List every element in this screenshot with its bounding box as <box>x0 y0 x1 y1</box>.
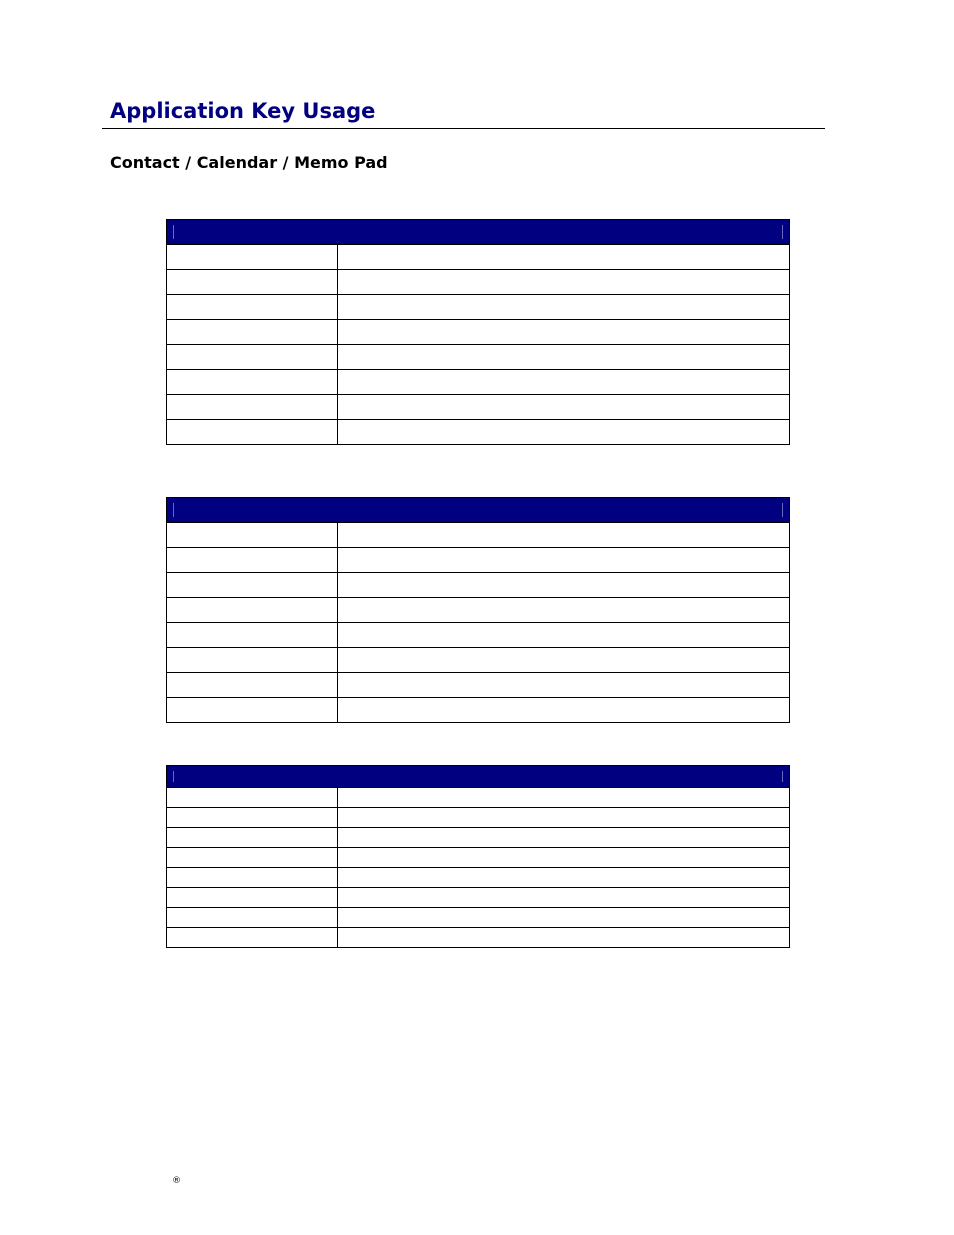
table-row <box>167 573 790 598</box>
function-cell <box>338 598 790 623</box>
header-edge-right <box>782 225 783 239</box>
function-cell <box>338 648 790 673</box>
table-row <box>167 848 790 868</box>
function-cell <box>338 908 790 928</box>
function-cell <box>338 808 790 828</box>
table-row <box>167 270 790 295</box>
function-cell <box>338 295 790 320</box>
key-cell <box>167 295 338 320</box>
function-cell <box>338 928 790 948</box>
key-table-2 <box>166 497 790 723</box>
key-table-3 <box>166 765 790 948</box>
function-cell <box>338 548 790 573</box>
key-cell <box>167 808 338 828</box>
table-row <box>167 928 790 948</box>
function-cell <box>338 788 790 808</box>
table-row <box>167 345 790 370</box>
key-cell <box>167 370 338 395</box>
function-cell <box>338 345 790 370</box>
table-row <box>167 648 790 673</box>
key-cell <box>167 523 338 548</box>
table-header-cell <box>167 220 790 245</box>
function-cell <box>338 848 790 868</box>
function-cell <box>338 573 790 598</box>
key-cell <box>167 673 338 698</box>
key-cell <box>167 345 338 370</box>
function-cell <box>338 888 790 908</box>
key-cell <box>167 848 338 868</box>
function-cell <box>338 828 790 848</box>
function-cell <box>338 320 790 345</box>
key-cell <box>167 548 338 573</box>
header-edge-right <box>782 503 783 517</box>
key-cell <box>167 698 338 723</box>
table-header-row <box>167 220 790 245</box>
table-row <box>167 828 790 848</box>
table-row <box>167 868 790 888</box>
function-cell <box>338 698 790 723</box>
table-row <box>167 623 790 648</box>
function-cell <box>338 370 790 395</box>
title-divider <box>102 128 825 129</box>
key-cell <box>167 623 338 648</box>
function-cell <box>338 270 790 295</box>
key-cell <box>167 270 338 295</box>
table-row <box>167 908 790 928</box>
page-title: Application Key Usage <box>110 99 376 123</box>
table-row <box>167 295 790 320</box>
key-cell <box>167 828 338 848</box>
key-cell <box>167 395 338 420</box>
table-row <box>167 320 790 345</box>
key-cell <box>167 598 338 623</box>
key-cell <box>167 928 338 948</box>
registered-trademark-mark: ® <box>172 1176 181 1186</box>
section-subtitle: Contact / Calendar / Memo Pad <box>110 153 388 172</box>
table-row <box>167 523 790 548</box>
table-row <box>167 395 790 420</box>
table-row <box>167 788 790 808</box>
header-edge-left <box>173 503 174 517</box>
key-cell <box>167 868 338 888</box>
key-cell <box>167 573 338 598</box>
key-cell <box>167 908 338 928</box>
function-cell <box>338 623 790 648</box>
table-row <box>167 698 790 723</box>
key-cell <box>167 888 338 908</box>
table-row <box>167 598 790 623</box>
key-cell <box>167 648 338 673</box>
table-row <box>167 888 790 908</box>
key-cell <box>167 320 338 345</box>
table-row <box>167 420 790 445</box>
table-row <box>167 808 790 828</box>
function-cell <box>338 868 790 888</box>
key-table-1 <box>166 219 790 445</box>
table-header-cell <box>167 498 790 523</box>
table-header-row <box>167 498 790 523</box>
function-cell <box>338 420 790 445</box>
table-row <box>167 548 790 573</box>
key-cell <box>167 788 338 808</box>
table-row <box>167 245 790 270</box>
header-edge-right <box>782 771 783 782</box>
key-cell <box>167 245 338 270</box>
function-cell <box>338 245 790 270</box>
key-cell <box>167 420 338 445</box>
function-cell <box>338 523 790 548</box>
table-row <box>167 370 790 395</box>
table-row <box>167 673 790 698</box>
function-cell <box>338 673 790 698</box>
table-header-row <box>167 766 790 788</box>
header-edge-left <box>173 771 174 782</box>
table-header-cell <box>167 766 790 788</box>
header-edge-left <box>173 225 174 239</box>
function-cell <box>338 395 790 420</box>
